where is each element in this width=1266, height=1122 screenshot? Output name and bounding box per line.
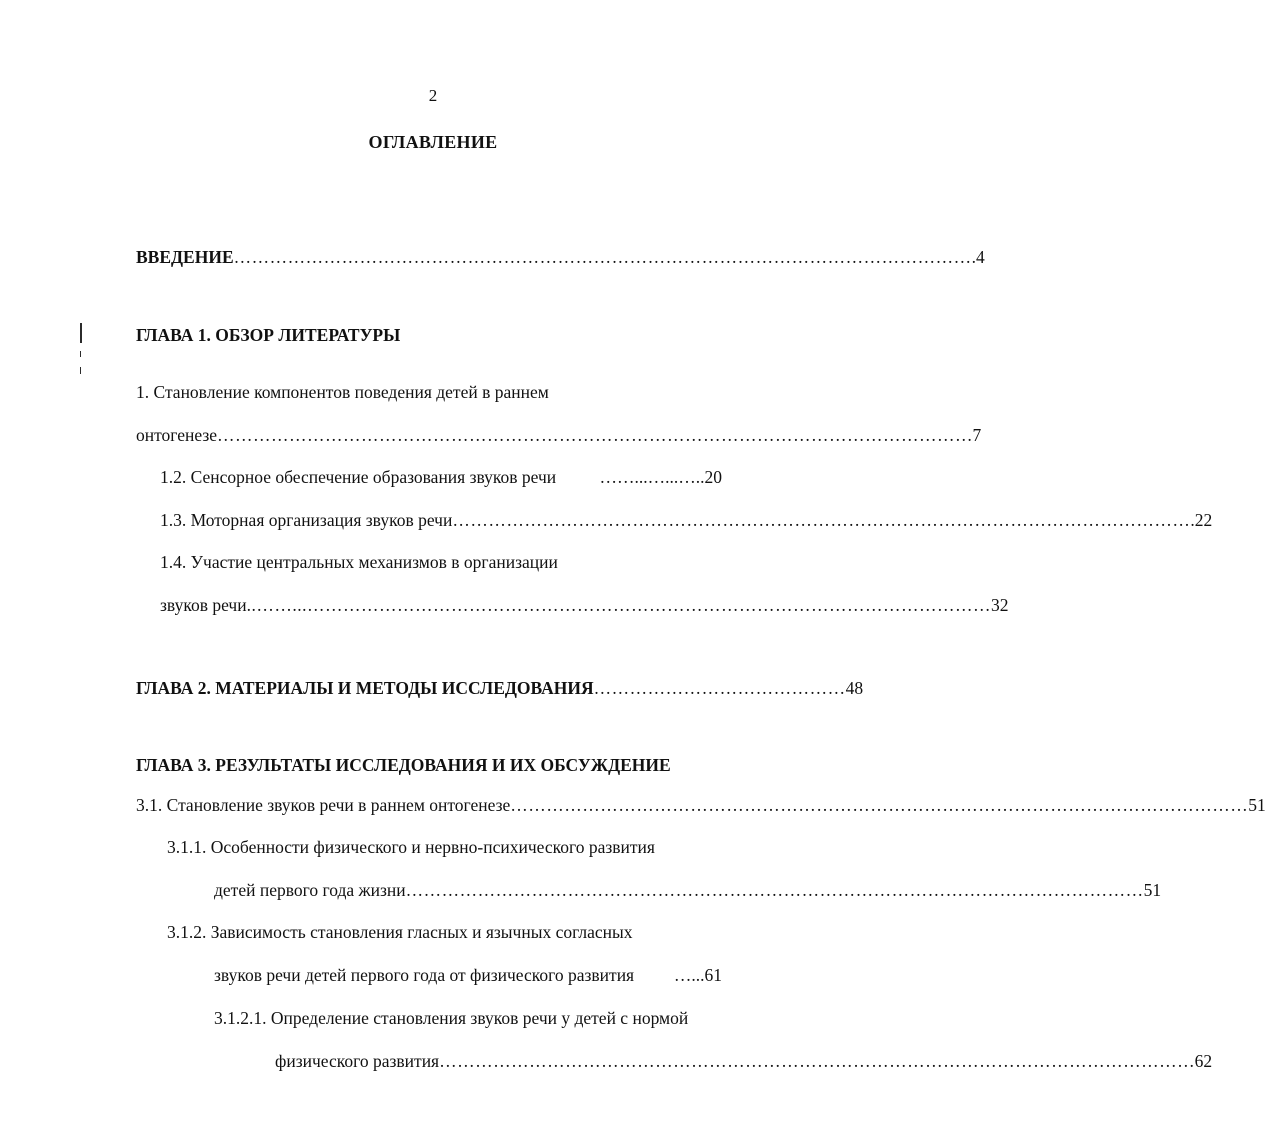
toc-entry-text: 1.3. Моторная организация звуков речи — [160, 510, 453, 530]
toc-entry-text: физического развития — [275, 1051, 440, 1071]
toc-chapter-2 — [136, 678, 864, 699]
toc-entry-page: .22 — [1190, 510, 1213, 530]
toc-entry-page: 48 — [845, 678, 864, 698]
toc-entry-3-1-2-line1: 3.1.2. Зависимость становления гласных и язычных согласных — [167, 922, 633, 942]
toc-entry-text: ГЛАВА 2. МАТЕРИАЛЫ И МЕТОДЫ ИССЛЕДОВАНИЯ — [136, 678, 594, 698]
toc-entry-text: детей первого года жизни — [214, 880, 406, 900]
scan-mark — [80, 367, 81, 374]
toc-entry-text: онтогенезе — [136, 425, 218, 445]
toc-entry-3-1-1-line1: 3.1.1. Особенности физического и нервно-психического развития — [167, 837, 655, 857]
toc-leader: …………………………………………………………………………………………………………… — [233, 247, 972, 267]
toc-entry-3-1-1-line2 — [214, 880, 1162, 901]
toc-chapter-3: ГЛАВА 3. РЕЗУЛЬТАТЫ ИССЛЕДОВАНИЯ И ИХ ОБСУЖДЕНИЕ — [136, 755, 671, 775]
toc-leader: …………………………………………………………………………………………………………… — [405, 880, 1144, 900]
toc-entry-text: звуков речи — [160, 595, 247, 615]
toc-entry-page: …...61 — [673, 965, 722, 985]
page-number: 2 — [428, 86, 438, 105]
toc-leader: …………………………………………………………………………………………………………… — [452, 510, 1191, 530]
toc-entry-text: ВВЕДЕНИЕ — [136, 247, 234, 267]
toc-entry-3-1 — [136, 795, 1266, 816]
toc-entry-page: 32 — [990, 595, 1009, 615]
page-title: ОГЛАВЛЕНИЕ — [368, 132, 498, 152]
toc-entry-1-line1: 1. Становление компонентов поведения детей в раннем — [136, 382, 549, 402]
toc-entry-1-3 — [160, 510, 1213, 531]
scan-mark — [80, 323, 82, 343]
toc-entry-1-line2 — [136, 425, 982, 446]
toc-entry-1-4-line1: 1.4. Участие центральных механизмов в организации — [160, 552, 558, 572]
toc-chapter-1: ГЛАВА 1. ОБЗОР ЛИТЕРАТУРЫ — [136, 325, 401, 345]
toc-entry-text: 3.1. Становление звуков речи в раннем онтогенезе — [136, 795, 511, 815]
toc-entry-page: …62 — [1177, 1051, 1213, 1071]
toc-entry-page: .4 — [971, 247, 985, 267]
toc-leader: …………………………………… — [593, 678, 846, 698]
toc-entry-page: 51 — [1143, 880, 1162, 900]
toc-entry-page: 51 — [1248, 795, 1266, 815]
toc-entry-text: 1.2. Сенсорное обеспечение образования звуков речи — [160, 467, 557, 487]
toc-entry-page: …7 — [955, 425, 982, 445]
toc-entry-1-2 — [160, 467, 722, 488]
scan-mark — [80, 351, 81, 357]
toc-leader: …………………………………………………………………………………………………………… — [439, 1051, 1178, 1071]
toc-leader: …………………………………………………………………………………………………………… — [217, 425, 956, 445]
toc-leader: …………………………………………………………………………………………………………… — [510, 795, 1249, 815]
toc-entry-3-1-2-1-line2 — [275, 1051, 1213, 1072]
toc-entry-text: звуков речи детей первого года от физического развития — [214, 965, 635, 985]
toc-entry-3-1-2-1-line1: 3.1.2.1. Определение становления звуков речи у детей с нормой — [214, 1008, 689, 1028]
toc-entry-3-1-2-line2 — [214, 965, 722, 986]
toc-entry-page: ……...…...…..20 — [599, 467, 722, 487]
toc-entry-1-4-line2 — [160, 595, 1009, 616]
toc-entry-intro — [136, 247, 985, 268]
toc-leader: ..……...…………………………………………………………………………………………………… — [246, 595, 991, 615]
